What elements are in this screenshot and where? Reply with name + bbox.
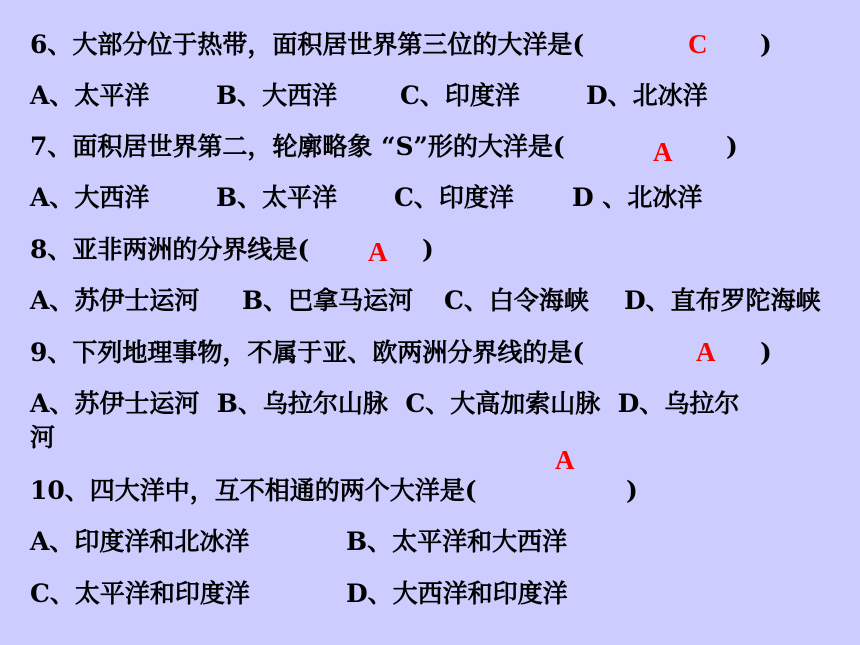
option-b: B、巴拿马运河 — [242, 286, 414, 315]
option-a: A、苏伊士运河 — [30, 286, 200, 315]
question-stem-text: 9、下列地理事物，不属于亚、欧两洲分界线的是( — [30, 338, 585, 367]
close-paren: ) — [760, 338, 772, 367]
option-c: C、印度洋 — [400, 81, 520, 110]
close-paren: ) — [626, 476, 638, 505]
answer-9: A — [696, 337, 716, 367]
answer-7: A — [653, 137, 673, 167]
option-d: D、北冰洋 — [586, 81, 708, 110]
option-a: A、印度洋和北冰洋 — [30, 527, 250, 556]
question-9-stem — [30, 338, 772, 368]
close-paren: ) — [422, 235, 434, 264]
question-stem-text: 8、亚非两洲的分界线是( — [30, 235, 310, 264]
question-stem-text: 7、面积居世界第二，轮廓略象 “S”形的大洋是( — [30, 132, 565, 161]
question-9-options-line2: 河 — [30, 423, 56, 452]
option-d: D、直布罗陀海峡 — [624, 286, 821, 315]
question-8-stem — [30, 235, 434, 265]
question-9-options-line1: A、苏伊士运河 B、乌拉尔山脉 C、大高加索山脉 D、乌拉尔 — [30, 389, 740, 418]
answer-8: A — [368, 237, 388, 267]
answer-6: C — [688, 29, 708, 59]
option-a: A、大西洋 — [30, 183, 150, 212]
answer-10: A — [555, 445, 575, 475]
close-paren: ) — [726, 132, 738, 161]
option-c: C、白令海峡 — [444, 286, 589, 315]
question-10-stem — [30, 476, 638, 506]
option-b: B、大西洋 — [216, 81, 338, 110]
option-d: D、大西洋和印度洋 — [346, 579, 568, 608]
question-7-stem — [30, 132, 738, 162]
option-d: D 、北冰洋 — [572, 183, 703, 212]
question-stem-text: 6、大部分位于热带，面积居世界第三位的大洋是( — [30, 30, 585, 59]
question-6-stem — [30, 30, 772, 60]
question-stem-text: 10、四大洋中，互不相通的两个大洋是( — [30, 476, 477, 505]
option-c: C、太平洋和印度洋 — [30, 579, 250, 608]
option-b: B、太平洋和大西洋 — [346, 527, 568, 556]
option-c: C、印度洋 — [394, 183, 514, 212]
option-b: B、太平洋 — [216, 183, 338, 212]
close-paren: ) — [760, 30, 772, 59]
option-a: A、太平洋 — [30, 81, 150, 110]
